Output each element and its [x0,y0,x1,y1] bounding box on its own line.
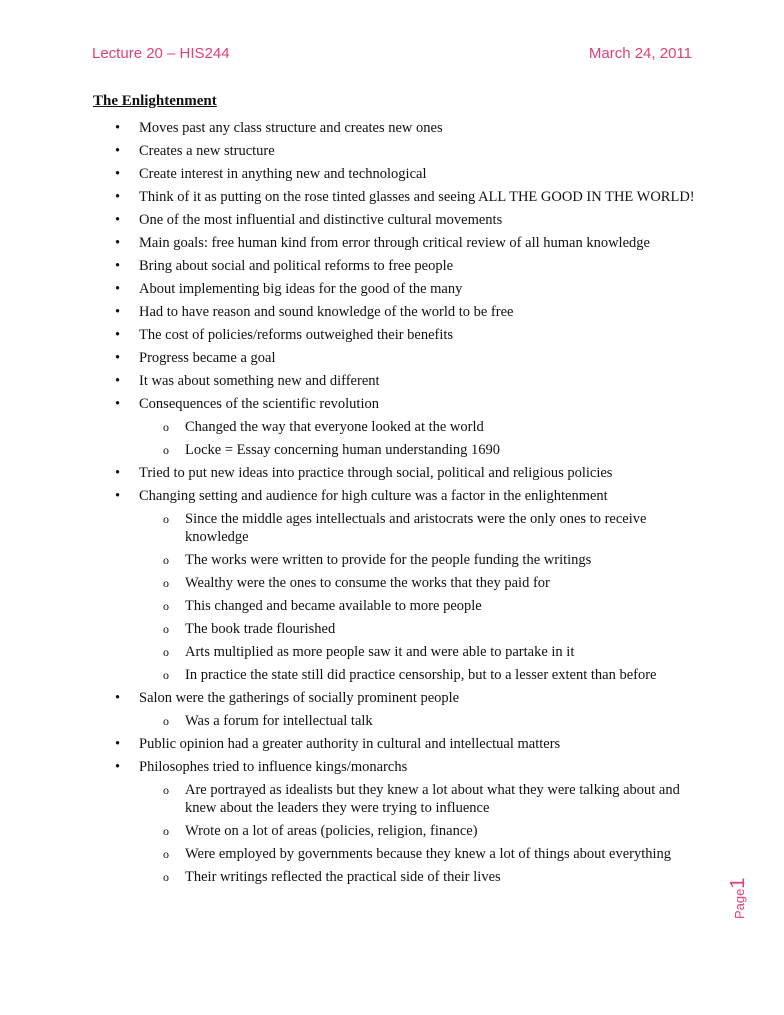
bullet-marker: • [115,396,121,412]
sub-bullet-text: Changed the way that everyone looked at the world [185,419,484,435]
sub-bullet-item [139,551,700,569]
bullet-text: Consequences of the scientific revolution [139,396,379,412]
sub-bullet-text: Since the middle ages intellectuals and aristocrats were the only ones to receive knowledge [185,511,647,545]
sub-bullet-marker: o [163,645,169,659]
bullet-marker: • [115,350,121,366]
bullet-text: Salon were the gatherings of socially prominent people [139,690,460,706]
page-number-marker [727,875,757,923]
sub-bullet-item [139,441,700,459]
bullet-text: The cost of policies/reforms outweighed their benefits [139,327,454,343]
header-date: March 24, 2011 [588,45,692,62]
sub-bullet-text: Was a forum for intellectual talk [185,713,373,729]
sub-bullet-item [139,781,700,817]
sub-bullet-marker: o [163,847,169,861]
sub-bullet-marker: o [163,622,169,636]
sub-bullet-text: Locke = Essay concerning human understanding 1690 [185,442,501,458]
bullet-list [0,114,700,886]
sub-bullet-text: Arts multiplied as more people saw it and were able to partake in it [185,644,575,660]
sub-bullet-list [139,781,700,886]
bullet-text: Tried to put new ideas into practice through social, political and religious policies [139,465,613,481]
bullet-marker: • [115,281,121,297]
sub-bullet-item [139,822,700,840]
bullet-item [0,303,700,321]
bullet-text: One of the most influential and distinctive cultural movements [139,212,503,228]
bullet-item [0,464,700,482]
sub-bullet-item [139,643,700,661]
sub-bullet-item [139,868,700,886]
page-header [92,45,692,67]
sub-bullet-text: Their writings reflected the practical side of their lives [185,869,501,885]
bullet-marker: • [115,212,121,228]
sub-bullet-text: Were employed by governments because they knew a lot of things about everything [185,846,672,862]
sub-bullet-text: The works were written to provide for the people funding the writings [185,552,592,568]
bullet-marker: • [115,488,121,504]
bullet-text: Creates a new structure [139,143,275,159]
bullet-item [0,349,700,367]
bullet-marker: • [115,143,121,159]
sub-bullet-marker: o [163,443,169,457]
bullet-text: Moves past any class structure and creates new ones [139,120,443,136]
sub-bullet-item [139,574,700,592]
bullet-marker: • [115,759,121,775]
bullet-item [0,372,700,390]
bullet-item [0,487,700,684]
bullet-item [0,395,700,459]
bullet-text: Had to have reason and sound knowledge of the world to be free [139,304,514,320]
header-course: Lecture 20 – HIS244 [92,45,230,62]
bullet-text: Bring about social and political reforms to free people [139,258,454,274]
bullet-marker: • [115,189,121,205]
bullet-marker: • [115,327,121,343]
sub-bullet-marker: o [163,576,169,590]
bullet-text: Philosophes tried to influence kings/monarchs [139,759,408,775]
bullet-item [0,165,700,183]
bullet-item [0,280,700,298]
bullet-item [0,735,700,753]
sub-bullet-list [139,712,700,730]
bullet-marker: • [115,258,121,274]
sub-bullet-marker: o [163,599,169,613]
bullet-text: Think of it as putting on the rose tinted glasses and seeing ALL THE GOOD IN THE WORLD! [139,189,695,205]
section-title: The Enlightenment [93,93,217,109]
bullet-text: It was about something new and different [139,373,380,389]
bullet-item [0,142,700,160]
sub-bullet-text: Are portrayed as idealists but they knew a lot about what they were talking about and knew about the leaders they were trying to influence [185,782,680,816]
bullet-marker: • [115,120,121,136]
sub-bullet-text: Wrote on a lot of areas (policies, religion, finance) [185,823,478,839]
sub-bullet-marker: o [163,783,169,797]
sub-bullet-item [139,666,700,684]
page-number: 1 [727,877,749,889]
sub-bullet-marker: o [163,870,169,884]
sub-bullet-item [139,845,700,863]
sub-bullet-item [139,418,700,436]
bullet-text: Create interest in anything new and technological [139,166,427,182]
sub-bullet-marker: o [163,714,169,728]
bullet-item [0,758,700,886]
page-label: Page [732,888,747,919]
bullet-marker: • [115,736,121,752]
sub-bullet-marker: o [163,553,169,567]
sub-bullet-text: The book trade flourished [185,621,336,637]
bullet-text: Changing setting and audience for high culture was a factor in the enlightenment [139,488,608,504]
bullet-text: About implementing big ideas for the good of the many [139,281,463,297]
sub-bullet-marker: o [163,668,169,682]
sub-bullet-list [139,510,700,684]
sub-bullet-text: Wealthy were the ones to consume the works that they paid for [185,575,550,591]
sub-bullet-text: This changed and became available to more people [185,598,482,614]
bullet-item [0,689,700,730]
bullet-item [0,257,700,275]
bullet-text: Progress became a goal [139,350,276,366]
bullet-item [0,234,700,252]
bullet-text: Public opinion had a greater authority in cultural and intellectual matters [139,736,561,752]
sub-bullet-marker: o [163,824,169,838]
bullet-marker: • [115,304,121,320]
bullet-item [0,119,700,137]
sub-bullet-item [139,597,700,615]
sub-bullet-item [139,510,700,546]
bullet-text: Main goals: free human kind from error through critical review of all human knowledge [139,235,650,251]
bullet-item [0,211,700,229]
bullet-item [0,188,700,206]
bullet-marker: • [115,166,121,182]
bullet-marker: • [115,373,121,389]
sub-bullet-list [139,418,700,459]
sub-bullet-item [139,620,700,638]
bullet-marker: • [115,235,121,251]
sub-bullet-text: In practice the state still did practice censorship, but to a lesser extent than before [185,667,657,683]
sub-bullet-item [139,712,700,730]
bullet-item [0,326,700,344]
sub-bullet-marker: o [163,512,169,526]
sub-bullet-marker: o [163,420,169,434]
bullet-marker: • [115,690,121,706]
bullet-marker: • [115,465,121,481]
